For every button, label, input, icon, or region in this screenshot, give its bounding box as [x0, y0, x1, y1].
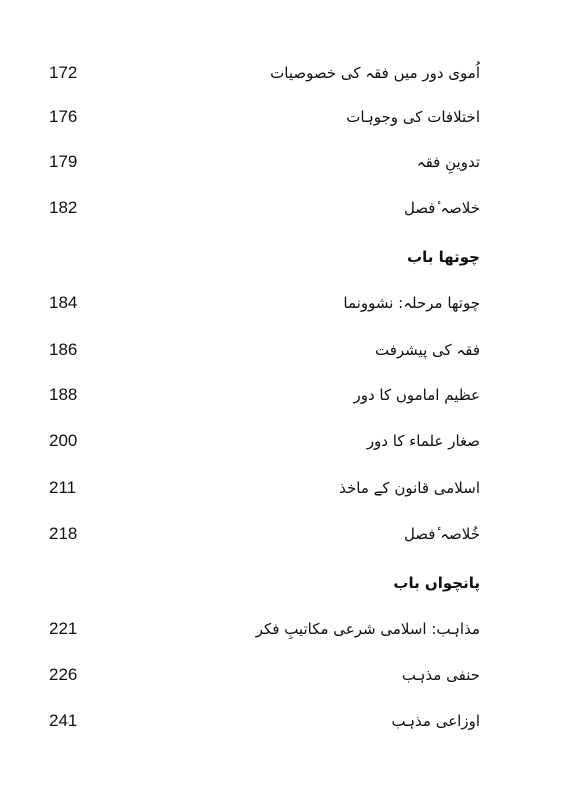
toc-entry-title: اسلامی قانون کے ماخذ — [339, 479, 480, 497]
toc-entry-title: صغار علماء کا دور — [366, 432, 480, 450]
toc-row — [0, 661, 570, 689]
toc-chapter-row — [0, 569, 570, 597]
chapter-heading: چوتھا باب — [407, 248, 480, 266]
toc-row — [0, 520, 570, 548]
toc-page-number: 200 — [49, 431, 78, 450]
chapter-heading: پانچواں باب — [393, 574, 480, 592]
toc-page-number: 182 — [49, 198, 78, 217]
toc-entry-title: خلاصہ ٔفصل — [403, 199, 480, 217]
toc-entry-title: مذاہب: اسلامی شرعی مکاتیبِ فکر — [255, 620, 480, 638]
toc-page-number: 179 — [49, 152, 78, 171]
toc-entry-title: اوزاعی مذہب — [391, 712, 480, 730]
toc-entry-title: اختلافات کی وجوہات — [346, 108, 480, 126]
toc-row — [0, 336, 570, 364]
toc-row — [0, 427, 570, 455]
toc-page-number: 218 — [49, 524, 78, 543]
toc-entry-title: عظیم اماموں کا دور — [353, 386, 480, 404]
toc-page-number: 226 — [49, 665, 78, 684]
toc-page-number: 188 — [49, 385, 78, 404]
toc-page-number: 176 — [49, 107, 78, 126]
toc-row — [0, 59, 570, 87]
toc-entry-title: حنفی مذہب — [401, 666, 480, 684]
toc-row — [0, 103, 570, 131]
toc-page-number: 241 — [49, 711, 78, 730]
toc-page-number: 221 — [49, 619, 78, 638]
toc-row — [0, 474, 570, 502]
toc-entry-title: اُموی دور میں فقہ کی خصوصیات — [270, 64, 480, 82]
toc-row — [0, 381, 570, 409]
toc-page-number: 184 — [49, 293, 78, 312]
toc-entry-title: فقہ کی پیشرفت — [375, 341, 480, 359]
toc-row — [0, 289, 570, 317]
toc-entry-title: چوتھا مرحلہ: نشوونما — [343, 294, 480, 312]
toc-row — [0, 194, 570, 222]
toc-entry-title: خُلاصہ ٔفصل — [403, 525, 480, 543]
toc-page-number: 211 — [49, 478, 77, 497]
toc-row — [0, 615, 570, 643]
toc-row — [0, 707, 570, 735]
toc-page-number: 172 — [49, 63, 78, 82]
toc-row — [0, 148, 570, 176]
toc-chapter-row — [0, 243, 570, 271]
toc-page-number: 186 — [49, 340, 78, 359]
toc-entry-title: تدوینِ فقہ — [416, 153, 480, 171]
